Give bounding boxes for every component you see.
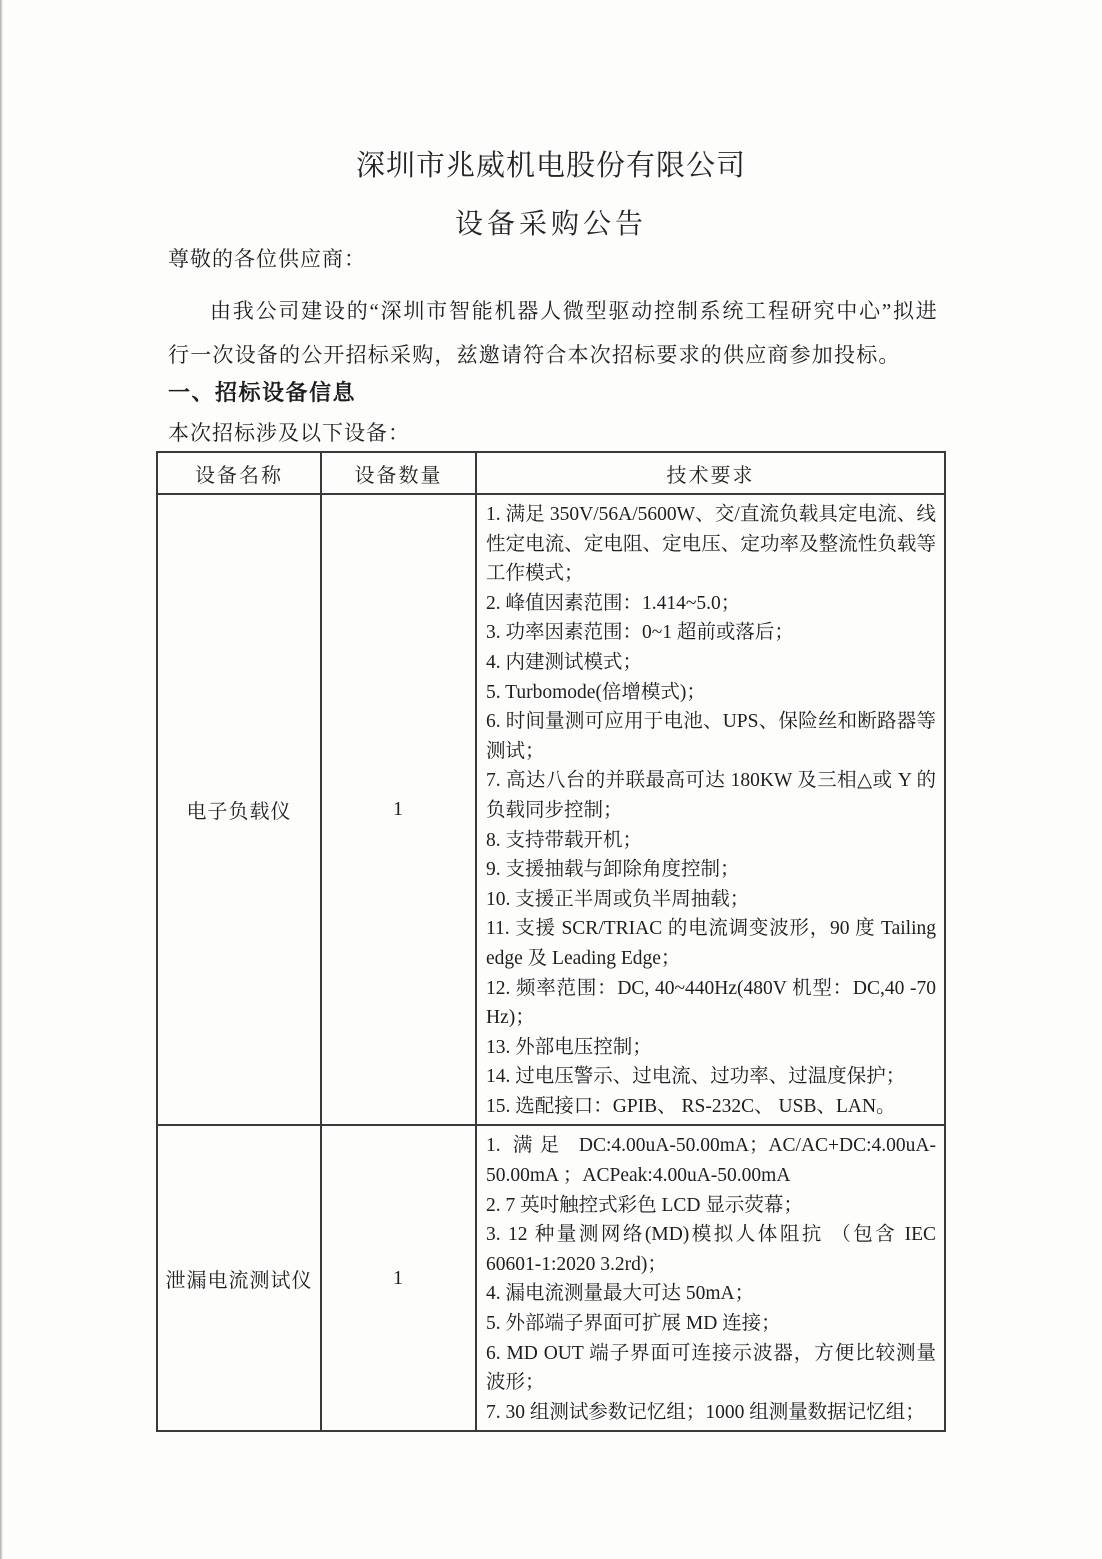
requirement-item: 14. 过电压警示、过电流、过功率、过温度保护；	[486, 1066, 906, 1088]
requirement-item: 2. 7 英吋触控式彩色 LCD 显示荧幕；	[486, 1194, 803, 1216]
requirement-item: 7. 高达八台的并联最高可达 180KW 及三相△或 Y 的负载同步控制；	[486, 770, 936, 821]
requirement-item: 8. 支持带载开机；	[486, 829, 643, 851]
intro-paragraph: 由我公司建设的“深圳市智能机器人微型驱动控制系统工程研究中心”拟进行一次设备的公开招标采购，兹邀请符合本次招标要求的供应商参加投标。	[168, 299, 938, 367]
requirement-item: 5. 外部端子界面可扩展 MD 连接；	[486, 1313, 781, 1335]
table-row-electronic-load	[157, 494, 945, 1125]
requirements-cell	[476, 494, 945, 1125]
announcement-title: 设备采购公告	[454, 209, 647, 240]
company-title: 深圳市兆威机电股份有限公司	[355, 150, 746, 182]
equipment-name-cell: 电子负载仪	[157, 494, 321, 1125]
requirement-item: 7. 30 组测试参数记忆组；1000 组测量数据记忆组；	[486, 1401, 925, 1423]
requirement-item: 3. 12 种量测网络(MD)模拟人体阻抗 （包含 IEC 60601-1:2020 3.2rd)；	[486, 1224, 936, 1275]
requirement-item: 9. 支援抽载与卸除角度控制；	[486, 859, 740, 881]
requirement-item: 10. 支援正半周或负半周抽载；	[486, 888, 750, 910]
requirement-item: 2. 峰值因素范围：1.414~5.0；	[486, 592, 741, 614]
requirement-item: 6. MD OUT 端子界面可连接示波器，方便比较测量波形；	[486, 1342, 936, 1394]
table-header-row	[157, 452, 945, 494]
requirement-item: 6. 时间量测可应用于电池、UPS、保险丝和断路器等测试；	[486, 711, 936, 762]
equipment-quantity-cell: 1	[321, 494, 476, 1125]
requirement-item: 15. 选配接口：GPIB、 RS-232C、 USB、LAN。	[486, 1095, 896, 1117]
requirement-item: 1. 满足 DC:4.00uA-50.00mA；AC/AC+DC:4.00uA-50.00mA ；ACPeak:4.00uA-50.00mA	[486, 1135, 936, 1187]
column-header-equipment-quantity: 设备数量	[321, 452, 476, 494]
salutation: 尊敬的各位供应商：	[168, 247, 366, 271]
requirement-item: 3. 功率因素范围：0~1 超前或落后；	[486, 622, 794, 644]
table-row-leakage-current-tester	[157, 1125, 945, 1431]
section-heading: 一、招标设备信息	[168, 380, 357, 405]
requirement-item: 1. 满足 350V/56A/5600W、交/直流负载具定电流、线性定电流、定电阻、定电压、定功率及整流性负载等工作模式；	[486, 504, 936, 585]
requirement-item: 11. 支援 SCR/TRIAC 的电流调变波形，90 度 Tailing edge 及 Leading Edge；	[486, 918, 936, 969]
equipment-quantity-cell: 1	[321, 1125, 476, 1431]
requirement-item: 12. 频率范围：DC, 40~440Hz(480V 机型：DC,40 -70 Hz)；	[486, 977, 936, 1029]
requirement-item: 5. Turbomode(倍增模式)；	[486, 681, 706, 703]
requirement-item: 13. 外部电压控制；	[486, 1036, 652, 1058]
table-intro: 本次招标涉及以下设备：	[168, 421, 410, 445]
equipment-name-cell: 泄漏电流测试仪	[157, 1125, 321, 1431]
requirement-item: 4. 内建测试模式；	[486, 651, 643, 673]
column-header-equipment-name: 设备名称	[157, 452, 321, 494]
column-header-technical-requirements: 技术要求	[476, 452, 945, 494]
requirements-cell	[476, 1125, 945, 1431]
requirement-item: 4. 漏电流测量最大可达 50mA；	[486, 1283, 755, 1305]
equipment-table	[156, 451, 946, 1432]
